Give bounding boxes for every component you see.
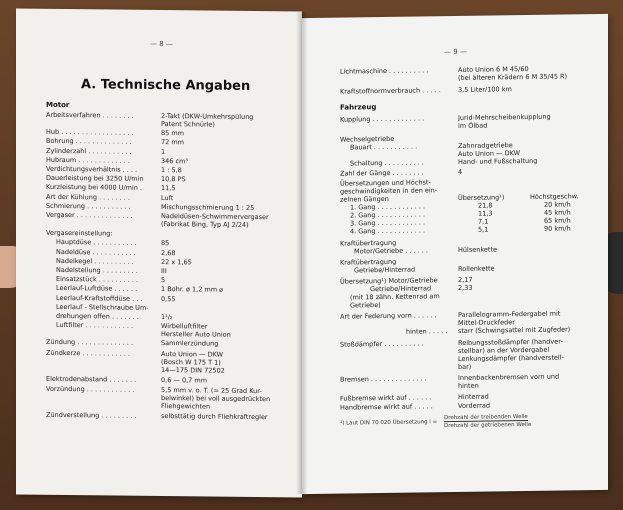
spec-label: Bauart . . . . . . . . . . .	[350, 142, 418, 152]
spec-label: Schmierung . . . . . . . . . . .	[46, 201, 131, 211]
spec-value: Hand- und Fußschaltung	[458, 156, 538, 166]
spec-value: 85	[161, 239, 170, 248]
spec-value: Mittel-Druckfeder	[458, 318, 515, 327]
spec-label: Zündverstellung . . . . . . . . .	[46, 411, 137, 420]
spec-label: Zündkerze . . . . . . . . . . . .	[46, 348, 131, 358]
spec-value: hinten	[458, 381, 479, 390]
spec-label: Arbeitsverfahren . . . . . . . .	[46, 110, 134, 120]
spec-value: 11,5	[161, 184, 176, 193]
spec-value: selbsttätig durch Fliehkraftregler	[161, 412, 268, 422]
left-page	[16, 9, 302, 498]
spec-label: Bremsen . . . . . . . . . . . . . .	[340, 374, 427, 384]
spec-value: 346 cm³	[161, 156, 188, 166]
gear-speed: 45 km/h	[544, 208, 571, 217]
spec-value: Innenbackenbremsen vorn und	[458, 372, 560, 382]
spec-label: Motor/Getriebe . . . . . .	[354, 246, 428, 256]
footnote-numerator: Drehzahl der treibenden Welle	[444, 413, 528, 422]
spec-label: Schaltung . . . . . . . . . .	[350, 158, 424, 168]
spec-label: Luftfilter . . . . . . . . . . . .	[56, 321, 134, 330]
spec-label: Getriebe/Hinterrad	[354, 265, 416, 275]
spec-value: 3,5 Liter/100 km	[458, 85, 512, 94]
spec-value: Auto Union — DKW	[161, 349, 224, 359]
spec-value: (Bosch W 175 T 1)	[161, 357, 221, 367]
spec-label: Vergaser . . . . . . . . . . . . . .	[46, 210, 133, 220]
spec-value: Hülsenkette	[458, 245, 497, 254]
spec-value: 85 mm	[161, 129, 185, 138]
spec-label: Verdichtungsverhältnis . . . .	[46, 164, 138, 174]
gear-ratio: 7,1	[478, 217, 489, 226]
spec-label: geschwindigkeiten in den ein-	[340, 186, 438, 196]
page-title: A. Technische Angaben	[81, 77, 251, 94]
spec-value: Mischungsschmierung 1 : 25	[161, 202, 255, 212]
spec-label: drehungen offen . . . . . . .	[56, 311, 139, 321]
section-heading: Motor	[46, 100, 70, 110]
spec-label: Hauptdüse . . . . . . . . . . .	[56, 238, 137, 248]
spec-value: im Ölbad	[458, 121, 488, 130]
spec-value: Fliehgewichten	[161, 402, 211, 411]
book-gutter	[296, 12, 308, 494]
gear-ratio: 21,8	[478, 201, 493, 210]
spec-label: Bohrung . . . . . . . . . . . . . .	[46, 137, 132, 147]
spec-value: Hersteller Auto Union	[161, 330, 231, 339]
spec-label: Übersetzung¹) Motor/Getriebe	[340, 276, 438, 286]
gear-label: 3. Gang . . . . . . . . . . . .	[350, 218, 426, 228]
spec-value: Wirbelluftfilter	[161, 322, 208, 331]
spec-label: Art der Kühlung . . . . . . . .	[46, 192, 131, 202]
column-header: Höchstgeschw.	[530, 192, 579, 201]
spec-label: Leerlauf-Luftdüse . . . . . .	[56, 284, 138, 294]
spec-label: Nadeldüse . . . . . . . . . . .	[56, 247, 136, 257]
spec-label: Kraftstoffnormverbrauch . . . . .	[340, 86, 441, 96]
spec-label: Hub . . . . . . . . . . . . . . . . . .	[46, 128, 134, 137]
spec-value: Reibungsstoßdämpfer (handver-	[458, 337, 563, 347]
spec-value: 14—175 DIN 72502	[161, 365, 225, 375]
spec-label: Nadelkegel . . . . . . . . . .	[56, 256, 134, 266]
spec-value: (bei älteren Krädern 6 M 35/45 R)	[458, 72, 568, 82]
right-page	[302, 14, 608, 494]
spec-label: Vorzündung . . . . . . . . . . . .	[46, 384, 135, 394]
spec-value: 0,6 — 0,7 mm	[161, 375, 208, 385]
gear-label: 2. Gang . . . . . . . . . . . .	[350, 210, 426, 220]
spec-label: Zylinderzahl . . . . . . . . . . .	[46, 146, 132, 156]
spec-value: Jurid-Mehrscheibenkupplung	[458, 112, 551, 122]
footnote-denominator: Drehzahl der getriebenen Welle	[444, 421, 532, 430]
spec-label: Elektrodenabstand . . . . . . .	[46, 374, 137, 384]
spec-value: Auto Union — DKW	[458, 149, 521, 158]
section-heading: Fahrzeug	[340, 103, 377, 112]
spec-label: Kurzleistung bei 4000 U/min .	[46, 183, 143, 193]
gear-speed: 90 km/h	[544, 224, 571, 233]
spec-label: Dauerleistung bei 3250 U/min	[46, 174, 144, 184]
subsection-heading: Vergasereinstellung:	[46, 229, 113, 238]
spec-value: Sammlerzündung	[161, 339, 219, 349]
spec-label: Getriebe/Hinterrad	[370, 284, 432, 294]
spec-label: zelnen Gängen	[340, 194, 389, 204]
spec-value: 2,33	[458, 283, 473, 292]
spec-value: Vorderrad	[458, 401, 490, 410]
spec-value: 1	[161, 147, 166, 156]
spec-value: 22 x 1,65	[161, 257, 192, 267]
spec-value: Zahnradgetriebe	[458, 141, 513, 150]
spec-label: Leerlauf-Kraftstoffdüse . . .	[56, 293, 143, 303]
spec-value: 0,55	[161, 294, 176, 303]
spec-value: III	[161, 267, 167, 276]
gear-ratio: 11,3	[478, 209, 493, 218]
column-header: Übersetzung¹)	[458, 193, 505, 202]
spec-label: Getriebe)	[350, 301, 381, 310]
spec-label: Hubraum . . . . . . . . . . . . .	[46, 155, 130, 165]
page-number: — 9 —	[444, 47, 467, 57]
gear-speed: 65 km/h	[544, 216, 571, 225]
spec-label: Zahl der Gänge . . . . . . . .	[340, 168, 424, 178]
spec-label: Kraftübertragung	[340, 238, 397, 248]
spec-value: (Fabrikat Bing, Typ AJ 2/24)	[161, 220, 249, 229]
spec-value: stellbar) an der Vordergabel	[458, 345, 550, 355]
spec-label: Art der Federung vorn . . . . . .	[340, 311, 437, 321]
spec-value: Nadeldüsen-Schwimmervergaser	[161, 212, 269, 222]
gear-speed: 20 km/h	[544, 200, 571, 209]
spec-label: Lichtmaschine . . . . . . . . . .	[340, 66, 429, 76]
spec-value: 10,8 PS	[161, 175, 186, 184]
spec-value: Luft	[161, 193, 174, 202]
spec-value: Patent Schnürle)	[161, 120, 215, 129]
spec-label: hinten . . . . .	[406, 327, 448, 336]
spec-label: Kraftübertragung	[340, 257, 397, 267]
spec-value: 2,17	[458, 275, 473, 284]
footnote: ¹) Laut DIN 70 020 Übersetzung i =	[340, 419, 438, 427]
page-number: — 8 —	[150, 39, 173, 49]
spec-value: Parallelogramm-Federgabel mit	[458, 309, 561, 319]
spec-label: Stoßdämpfer . . . . . . . . . .	[340, 339, 424, 349]
spec-value: belwinkel) bei voll ausgedrückten	[161, 394, 271, 404]
spec-value: 2,68	[161, 248, 176, 257]
spec-label: Handbremse wirkt auf . . . . .	[340, 402, 433, 412]
spec-label: Fußbremse wirkt auf . . . . . .	[340, 393, 432, 403]
spec-value: 1 Bohr. ø 1,2 mm ⌀	[161, 285, 224, 295]
gear-ratio: 5,1	[478, 225, 489, 234]
spec-label: Nadelstellung . . . . . . . . .	[56, 265, 138, 275]
gear-label: 4. Gang . . . . . . . . . . . .	[350, 226, 426, 236]
gear-label: 1. Gang . . . . . . . . . . . .	[350, 202, 426, 212]
spec-value: 72 mm	[161, 138, 185, 147]
spec-label: Übersetzungen und Höchst-	[340, 178, 431, 188]
spec-label: (mit 18 zähn. Kettenrad am	[350, 292, 440, 302]
spec-value: Auto Union 6 M 45/60	[458, 64, 529, 74]
spec-value: Hinterrad	[458, 392, 489, 401]
spec-value: 1 : 5,8	[161, 166, 182, 175]
spec-label: Einsatzstück . . . . . . . . . .	[56, 275, 139, 284]
spec-label: Wechselgetriebe	[340, 134, 395, 144]
spec-value: starr (Schwingsattel mit Zugfeder)	[458, 325, 571, 335]
spec-value: Lenkungsdämpfer (handverstell-	[458, 353, 564, 363]
spec-value: 1¹/₂	[161, 313, 173, 322]
spec-label: Kupplung . . . . . . . . . . . . .	[340, 114, 425, 124]
spec-value: 4	[458, 167, 463, 176]
spec-label: Leerlauf - Stellschraube Um-	[56, 302, 149, 312]
spec-value: 5,5 mm v. o. T. (= 25 Grad Kur-	[161, 386, 262, 396]
spec-value: 2-Takt (DKW-Umkehrspülung	[161, 112, 254, 121]
spec-value: Rollenkette	[458, 264, 495, 273]
spec-label: Zündung . . . . . . . . . . . . . .	[46, 338, 134, 348]
spec-value: 5	[161, 276, 166, 285]
spec-value: bar)	[458, 362, 472, 371]
